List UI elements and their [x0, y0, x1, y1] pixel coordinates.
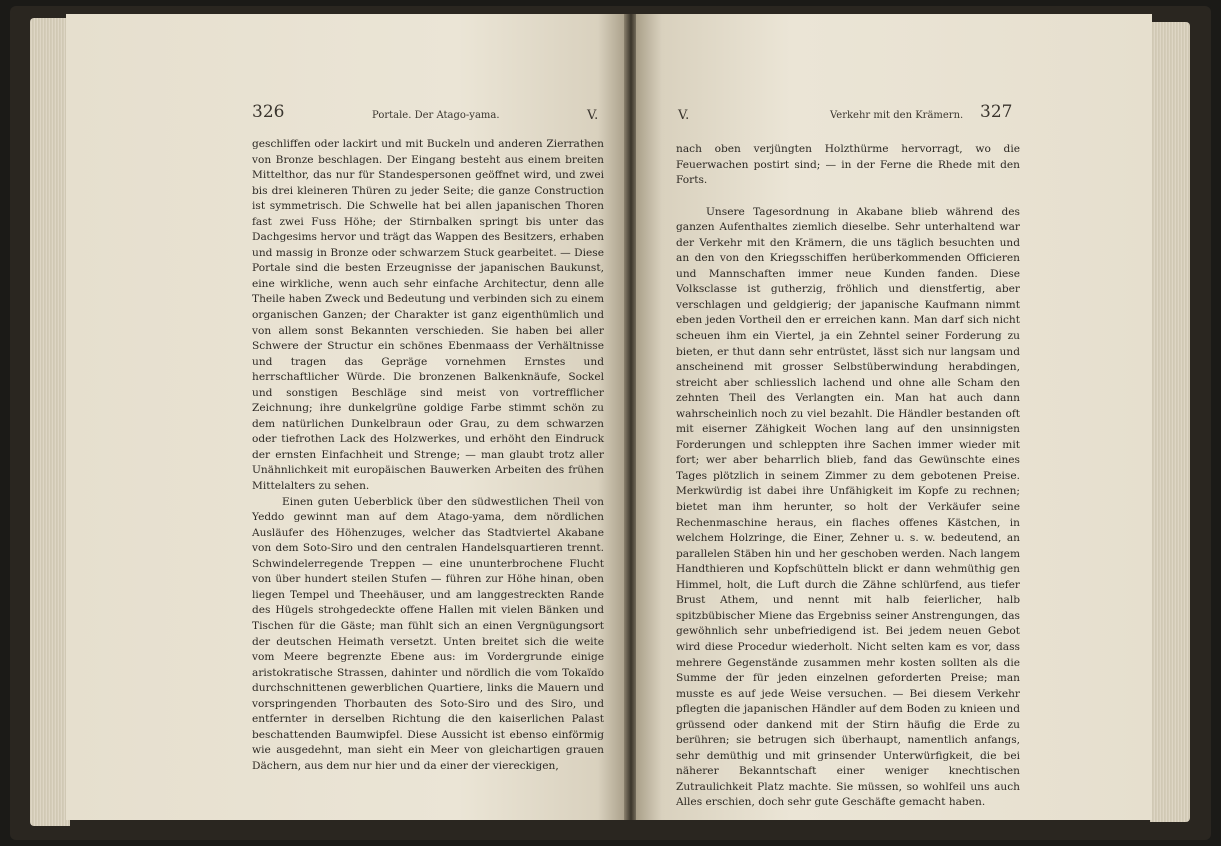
right-page [636, 14, 1152, 820]
right-page-header [678, 102, 1014, 132]
right-page-edges [1150, 22, 1190, 822]
left-page-edges [30, 18, 70, 826]
page-number: 327 [980, 102, 1013, 122]
running-head: Portale. Der Atago-yama. [372, 110, 500, 121]
paragraph: Einen guten Ueberblick über den südwestlichen Theil von Yeddo gewinnt man auf dem Atago-yama, dem nördlichen Ausläufer des Höhenzuges, welcher das Stadtviertel Akabane von dem Soto-Siro und den centralen Handelsquartieren trennt. Schwindelerregende Treppen — eine ununterbrochene Flucht von über hundert steilen Stufen — führen zur Höhe hinan, oben liegen Tempel und Theehäuser, und am langgestreckten Rande des Hügels strohgedeckte offene Hallen mit vielen Bänken und Tischen für die Gäste; man fühlt sich an einen Vergnügungsort der deutschen Heimath versetzt. Unten breitet sich die weite vom Meere begrenzte Ebene aus: im Vordergrunde einige aristokratische Strassen, dahinter und nördlich die vom Tokaïdo durchschnittenen gewerblichen Quartiere, links die Mauern und vorspringenden Thorbauten des Soto-Siro und des Siro, und entfernter in derselben Richtung die den kaiserlichen Palast beschattenden Baumwipfel. Diese Aussicht ist ebenso einförmig wie ausgedehnt, man sieht ein Meer von gleichartigen grauen Dächern, aus dem nur hier und da einer der viereckigen, [252, 495, 604, 772]
page-number: 326 [252, 102, 285, 122]
left-page-body [252, 137, 604, 774]
left-page [66, 14, 626, 820]
paragraph: nach oben verjüngten Holzthürme hervorragt, wo die Feuerwachen postirt sind; — in der Ferne die Rhede mit den Forts. [676, 143, 1020, 187]
chapter-number: V. [678, 108, 690, 123]
paragraph: geschliffen oder lackirt und mit Buckeln und anderen Zierrathen von Bronze beschlagen. Der Eingang besteht aus einem breiten Mittelthor, das nur für Standespersonen geöffnet wird, und zwei bis drei kleineren Thüren zu jeder Seite; die ganze Construction ist symmetrisch. Die Schwelle hat bei allen japanischen Thoren fast zwei Fuss Höhe; der Stirnbalken springt bis unter das Dachgesims hervor und trägt das Wappen des Besitzers, erhaben und massig in Bronze oder schwarzem Stuck gearbeitet. — Diese Portale sind die besten Erzeugnisse der japanischen Baukunst, eine wirkliche, wenn auch sehr einfache Architectur, denn alle Theile haben Zweck und Bedeutung und verbinden sich zu einem organischen Ganzen; der Charakter ist ganz eigenthümlich und von allem sonst Bekannten verschieden. Sie haben bei aller Schwere der Structur ein schönes Ebenmaass der Verhältnisse und tragen das Gepräge vornehmen Ernstes und herrschaftlicher Würde. Die bronzenen Balkenknäufe, Sockel und sonstigen Beschläge sind meist von vortrefflicher Zeichnung; ihre dunkelgrüne goldige Farbe stimmt schön zu dem natürlichen Dunkelbraun oder Grau, zu dem schwarzen oder tiefrothen Lack des Holzwerkes, und erhöht den Eindruck der ernsten Einfachheit und Strenge; — man glaubt trotz aller Unähnlichkeit mit europäischen Bauwerken Arbeiten des frühen Mittelalters zu sehen. [252, 138, 605, 493]
paragraph: Unsere Tagesordnung in Akabane blieb während des ganzen Aufenthaltes ziemlich dieselbe. Sehr unterhaltend war der Verkehr mit den Krämern, die uns täglich besuchten und an den von den Kriegsschiffen herüberkommenden Officieren und Mannschaften immer neue Kunden fanden. Diese Volksclasse ist gutherzig, fröhlich und dienstfertig, aber verschlagen und geldgierig; der japanische Kaufmann nimmt eben jeden Vortheil den er erreichen kann. Man darf sich nicht scheuen ihm ein Viertel, ja ein Zehntel seiner Forderung zu bieten, er thut dann sehr entrüstet, lässt sich nur langsam und anscheinend mit grosser Selbstüberwindung herabdingen, streicht aber schliesslich lachend und ohne alle Scham den zehnten Theil des Verlangten ein. Man hat auch dann wahrscheinlich noch zu viel bezahlt. Die Händler bestanden oft mit eiserner Zähigkeit Wochen lang auf den unsinnigsten Forderungen und schleppten ihre Sachen immer wieder mit fort; wer aber beharrlich blieb, fand das Gewünschte eines Tages plötzlich in seinem Zimmer zu dem gebotenen Preise. Merkwürdig ist dabei ihre Unfähigkeit im Kopfe zu rechnen; bietet man ihm herunter, so holt der Verkäufer seine Rechenmaschine heraus, ein flaches offenes Kästchen, in welchem Holzringe, die Einer, Zehner u. s. w. bedeutend, an parallelen Stäben hin und her geschoben werden. Nach langem Handthieren und Kopfschütteln blickt er dann wehmüthig gen Himmel, holt, die Luft durch die Zähne schlürfend, aus tiefer Brust Athem, und nennt mit halb feierlicher, halb spitzbübischer Miene das Ergebniss seiner Anstrengungen, das gewöhnlich sehr unbefriedigend ist. Bei jedem neuen Gebot wird diese Procedur wiederholt. Nicht selten kam es vor, dass mehrere Gegenstände zusammen mehr kosten sollten als die Summe der für jeden einzelnen geforderten Preise; man musste es auf jede Weise versuchen. — Bei diesem Verkehr pflegten die japanischen Händler auf dem Boden zu knieen und grüssend oder dankend mit der Stirn häufig die Erde zu berühren; sie betrugen sich überhaupt, namentlich anfangs, sehr demüthig und mit grinsender Unterwürfigkeit, die bei näherer Bekanntschaft einer weniger knechtischen Zutraulichkeit Platz machte. Sie müssen, so wohlfeil uns auch Alles erschien, doch sehr gute Geschäfte gemacht haben. [676, 205, 1020, 809]
running-head: Verkehr mit den Krämern. [830, 110, 964, 121]
right-page-body [676, 142, 1020, 811]
left-page-header [252, 102, 599, 132]
chapter-number: V. [587, 108, 599, 123]
